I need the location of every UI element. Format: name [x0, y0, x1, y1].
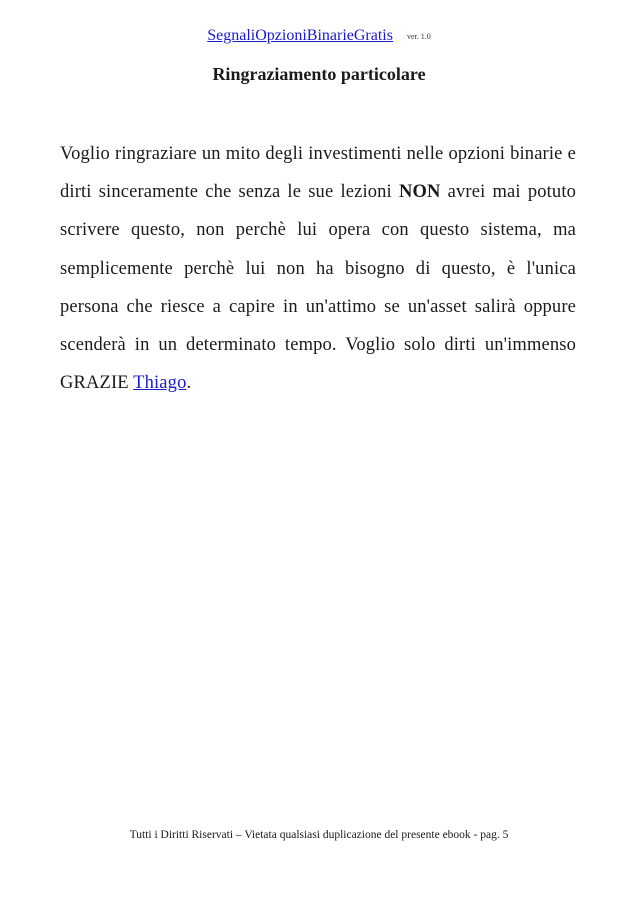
- paragraph-text-1: Voglio ringraziare un mito degli investimenti nelle opzioni binarie e dirti sinceramente che senza le sue lezioni: [60, 144, 576, 203]
- version-label: ver. 1.0: [406, 32, 431, 41]
- page-footer: Tutti i Diritti Riservati – Vietata qualsiasi duplicazione del presente ebook - pag. 5: [129, 829, 509, 841]
- site-link[interactable]: SegnaliOpzioniBinarieGratis: [207, 27, 393, 44]
- page-title: Ringraziamento particolare: [212, 64, 426, 84]
- paragraph-emphasis: NON: [398, 182, 441, 203]
- paragraph-end: .: [186, 373, 192, 394]
- thiago-link[interactable]: Thiago: [133, 373, 187, 394]
- body-paragraph: [60, 135, 576, 402]
- paragraph-text-2: avrei mai potuto scrivere questo, non perchè lui opera con questo sistema, ma semplicemente perchè lui non ha bisogno di questo, è l'unica persona che riesce a capire in un'attimo se un'asset salirà oppure scenderà in un determinato tempo. Voglio solo dirti un'immenso GRAZIE: [60, 182, 577, 394]
- page-header: [0, 27, 638, 45]
